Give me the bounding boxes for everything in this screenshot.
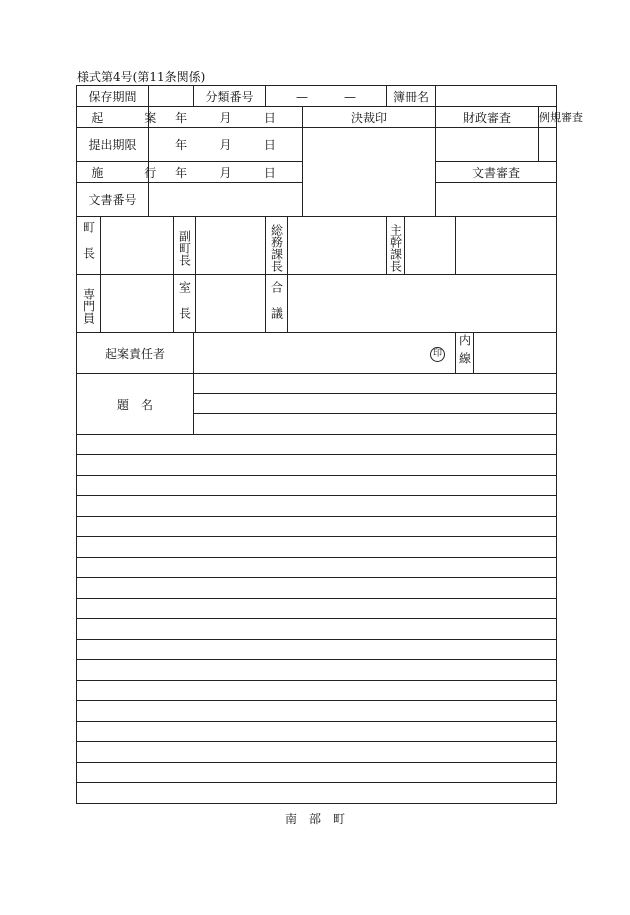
finance-review-label: 財政審査 [436,107,539,128]
consultation-label: 合議 [269,281,284,333]
decision-seal-box[interactable] [303,128,436,217]
section-head-label: 室長 [177,281,192,333]
draft-date[interactable] [149,107,303,128]
subject-line[interactable] [194,394,557,414]
body-line[interactable] [77,435,557,455]
register-label: 簿冊名 [387,86,436,107]
doc-review-label: 文書審査 [436,162,557,183]
month-label: 月 [219,110,232,125]
rule-review-box[interactable] [539,128,557,162]
drafter-name-field[interactable] [194,333,456,374]
deadline-label: 提出期限 [77,128,149,162]
specialist-cell[interactable] [77,275,174,333]
body-line[interactable] [77,701,557,722]
year-label: 年 [175,110,188,125]
body-line[interactable] [77,783,557,804]
register-value[interactable] [436,86,557,107]
body-line[interactable] [77,599,557,619]
mayor-seal-box[interactable] [101,217,173,274]
body-line[interactable] [77,619,557,640]
body-line[interactable] [77,537,557,558]
general-affairs-cell[interactable] [266,217,387,275]
mayor-label: 町長 [77,217,101,274]
body-line[interactable] [77,722,557,742]
approval-form-table [76,85,584,804]
decision-seal-label: 決裁印 [303,107,436,128]
body-line[interactable] [77,496,557,517]
subject-label: 題 名 [77,374,194,435]
drafter-label: 起案責任者 [77,333,194,374]
subject-line[interactable] [194,414,557,435]
form-caption: 様式第4号(第11条関係) [77,70,206,84]
month-label: 月 [219,165,232,180]
month-label: 月 [219,138,232,152]
rule-review-label: 例規審査 [539,107,557,128]
body-line[interactable] [77,455,557,476]
enforce-date[interactable] [149,162,303,183]
general-affairs-seal-box[interactable] [288,217,386,274]
seal-mark-icon: 印 [430,347,445,362]
day-label: 日 [263,110,276,125]
vice-mayor-seal-box[interactable] [196,217,265,274]
enforce-label: 施 行 [77,162,149,183]
body-line[interactable] [77,476,557,496]
section-head-seal-box[interactable] [196,275,265,332]
retention-label: 保存期間 [77,86,149,107]
general-affairs-label: 総務課長 [269,223,284,272]
body-line[interactable] [77,578,557,599]
footer-town-name: 南 部 町 [284,812,345,826]
finance-review-box[interactable] [436,128,539,162]
doc-number-label: 文書番号 [77,183,149,217]
subject-line[interactable] [194,374,557,394]
year-label: 年 [175,138,188,152]
chief-seal-box[interactable] [405,217,455,274]
vice-mayor-cell[interactable] [174,217,266,275]
body-line[interactable] [77,742,557,763]
consultation-box[interactable] [288,275,556,332]
specialist-label: 専門員 [81,287,96,324]
body-line[interactable] [77,517,557,537]
doc-number-value[interactable] [149,183,303,217]
draft-label: 起 案 [77,107,149,128]
consultation-cell[interactable] [266,275,557,333]
body-line[interactable] [77,640,557,660]
classification-value[interactable]: — — [266,86,387,107]
row6-blank[interactable] [456,217,557,275]
day-label: 日 [263,165,276,180]
year-label: 年 [175,165,188,180]
chief-label: 主幹課長 [388,223,403,272]
retention-value[interactable] [149,86,194,107]
chief-cell[interactable] [387,217,456,275]
body-line[interactable] [77,681,557,701]
body-line[interactable] [77,763,557,783]
extension-value[interactable] [474,333,557,374]
body-line[interactable] [77,660,557,681]
extension-label: 内線 [456,333,474,374]
day-label: 日 [263,138,276,152]
classification-label: 分類番号 [194,86,266,107]
specialist-seal-box[interactable] [101,275,173,332]
mayor-cell[interactable] [77,217,174,275]
body-line[interactable] [77,558,557,578]
deadline-date[interactable] [149,128,303,162]
section-head-cell[interactable] [174,275,266,333]
vice-mayor-label: 副町長 [177,229,192,266]
doc-review-box[interactable] [436,183,557,217]
